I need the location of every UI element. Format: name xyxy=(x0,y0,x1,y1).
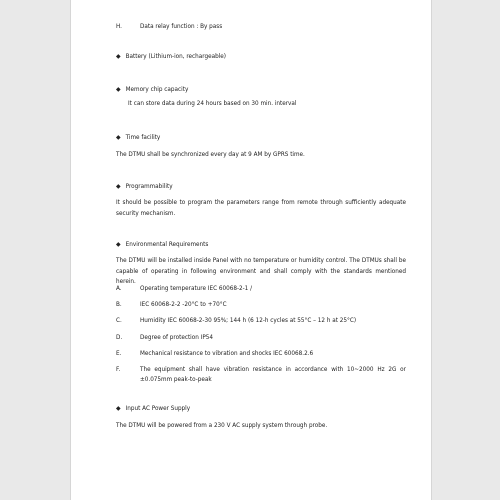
item-letter: C. xyxy=(116,318,122,324)
diamond-bullet-icon: ◆ xyxy=(116,86,121,93)
item-text: Operating temperature IEC 60068-2-1 / xyxy=(140,286,253,292)
item-text: IEC 60068-2-2 -20°C to +70°C xyxy=(140,302,227,308)
diamond-bullet-icon: ◆ xyxy=(116,183,121,190)
heading-text: Memory chip capacity xyxy=(125,87,189,93)
document-page xyxy=(70,0,432,500)
diamond-bullet-icon: ◆ xyxy=(116,53,121,60)
diamond-bullet-icon: ◆ xyxy=(116,241,121,248)
section-heading-time xyxy=(116,133,406,144)
section-heading-battery xyxy=(116,52,406,63)
item-letter: F. xyxy=(116,367,121,373)
heading-text: Battery (Lithium-ion, rechargeable) xyxy=(125,54,227,60)
item-letter: A. xyxy=(116,286,122,292)
heading-text: Environmental Requirements xyxy=(125,242,209,248)
heading-text: Time facility xyxy=(125,135,161,141)
diamond-bullet-icon: ◆ xyxy=(116,134,121,141)
section-heading-power xyxy=(116,404,406,415)
section-body-environmental: The DTMU will be installed inside Panel with no temperature or humidity control. The DTMUs shall be capable of operating in following environment and shall comply with the standards mentioned herein. xyxy=(116,258,406,285)
heading-text: Programmability xyxy=(125,184,173,190)
section-body-time: The DTMU shall be synchronized every day at 9 AM by GPRS time. xyxy=(116,152,305,158)
item-letter: D. xyxy=(116,335,123,341)
heading-text: Input AC Power Supply xyxy=(125,406,191,412)
item-text: The equipment shall have vibration resistance in accordance with 10~2000 Hz 2G or ±0.075mm peak-to-peak xyxy=(140,367,406,383)
item-text: Data relay function : By pass xyxy=(140,24,223,30)
item-text: Degree of protection IP54 xyxy=(140,335,214,341)
item-text: Mechanical resistance to vibration and shocks IEC 60068.2.6 xyxy=(140,351,314,357)
section-heading-environmental xyxy=(116,240,406,251)
item-letter: B. xyxy=(116,302,122,308)
section-heading-memory xyxy=(116,85,406,96)
section-heading-programmability xyxy=(116,182,406,193)
section-body-power: The DTMU will be powered from a 230 V AC supply system through probe. xyxy=(116,423,328,429)
section-body-memory: It can store data during 24 hours based on 30 min. interval xyxy=(128,101,297,107)
item-text: Humidity IEC 60068-2-30 95%; 144 h (6 12-h cycles at 55°C – 12 h at 25°C) xyxy=(140,318,357,324)
item-letter: E. xyxy=(116,351,122,357)
diamond-bullet-icon: ◆ xyxy=(116,405,121,412)
item-letter: H. xyxy=(116,24,122,30)
section-body-programmability: It should be possible to program the parameters range from remote through sufficiently adequate security mechanism. xyxy=(116,200,406,217)
